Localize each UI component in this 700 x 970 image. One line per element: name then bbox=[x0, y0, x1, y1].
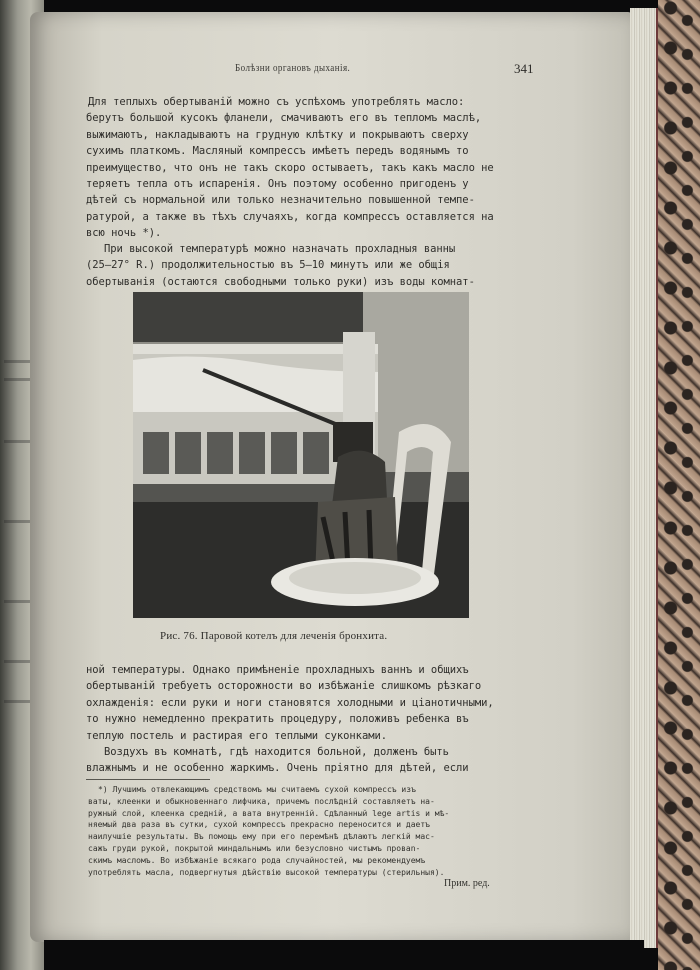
text-line: При высокой температурѣ можно назначать прохладныя ванны bbox=[104, 243, 456, 255]
page-bottom-shadow bbox=[44, 940, 644, 970]
page-edges bbox=[630, 8, 658, 948]
text-line: преимущество, что онъ не такъ скоро остываетъ, такъ какъ масло не bbox=[86, 161, 494, 174]
text-line: теплую постель и растирая его теплыми суконками. bbox=[86, 729, 388, 742]
footnote-signature: Прим. ред. bbox=[444, 878, 490, 889]
text-line: ной температуры. Однако примѣненіе прохладныхъ ваннъ и общихъ bbox=[86, 664, 469, 676]
footnote-line: наилучшіе результаты. Въ помощь ему при его перемѣнѣ дѣлаютъ легкій мас- bbox=[88, 832, 435, 842]
text-line: всю ночь *). bbox=[86, 227, 162, 240]
text-line: теряетъ тепла отъ испаренія. Онъ поэтому особенно пригоденъ у bbox=[86, 177, 469, 190]
footnote-line: употреблять масла, подвергнутыя дѣйствію высокой температуры (стерильныя). bbox=[88, 867, 445, 877]
footnote bbox=[88, 784, 542, 878]
text-line: дѣтей съ нормальной или только незначительно повышенной темпе- bbox=[86, 194, 475, 207]
text-line: берутъ большой кусокъ фланели, смачиваютъ его въ тепломъ маслѣ, bbox=[86, 112, 482, 125]
text-line: ратурой, а также въ тѣхъ случаяхъ, когда компрессъ оставляется на bbox=[86, 210, 494, 223]
footnote-rule bbox=[86, 779, 210, 780]
text-line: то нужно немедленно прекратить процедуру, положивъ ребенка въ bbox=[86, 713, 469, 726]
text-line: Для теплыхъ обертываній можно съ успѣхомъ употреблять масло: bbox=[88, 96, 465, 108]
footnote-line: няемый два раза въ сутки, сухой компрессъ прекрасно переносится и даетъ bbox=[88, 820, 430, 830]
text-line: Воздухъ въ комнатѣ, гдѣ находится больной, долженъ быть bbox=[104, 745, 449, 758]
footnote-line: скимъ масломъ. Во избѣжаніе всякаго рода случайностей, мы рекомендуемъ bbox=[88, 855, 426, 865]
text-line: обертыванія (остаются свободными только руки) изъ воды комнат- bbox=[86, 275, 475, 288]
text-line: (25—27° R.) продолжительностью въ 5—10 минутъ или же общія bbox=[86, 259, 450, 272]
text-line: обертываній требуетъ осторожности во избѣжаніе слишкомъ рѣзкаго bbox=[86, 680, 482, 693]
text-line: влажнымъ и не особенно жаркимъ. Очень пріятно для дѣтей, если bbox=[86, 762, 469, 775]
text-line: охлажденія: если руки и ноги становятся холодными и ціанотичными, bbox=[86, 696, 494, 709]
book-cover bbox=[658, 0, 700, 970]
paragraph-2 bbox=[86, 241, 542, 290]
figure-photograph bbox=[133, 292, 469, 618]
footnote-line: ваты, клеенки и обыкновеннаго лифчика, причемъ послѣдній составляетъ на- bbox=[88, 796, 435, 806]
text-line: сухимъ платкомъ. Масляный компрессъ имѣетъ передъ водянымъ то bbox=[86, 145, 469, 158]
footnote-line: ружный слой, клеенка средній, а вата внутренній. Сдѣланный lege artis и мѣ- bbox=[88, 808, 450, 818]
page-number: 341 bbox=[514, 61, 534, 76]
footnote-line: сажъ груди рукой, покрытой миндальнымъ или безусловно чистымъ провan- bbox=[88, 843, 421, 853]
paragraph-3 bbox=[86, 662, 542, 777]
running-head: Болѣзни органовъ дыханія. bbox=[235, 63, 351, 74]
text-line: выжимаютъ, накладываютъ на грудную клѣтку и покрываютъ сверху bbox=[86, 128, 469, 141]
figure-caption: Рис. 76. Паровой котелъ для леченія бронхита. bbox=[160, 630, 388, 642]
paragraph-1 bbox=[86, 94, 542, 242]
footnote-line: *) Лучшимъ отвлекающимъ средствомъ мы считаемъ сухой компрессъ изъ bbox=[98, 785, 416, 794]
